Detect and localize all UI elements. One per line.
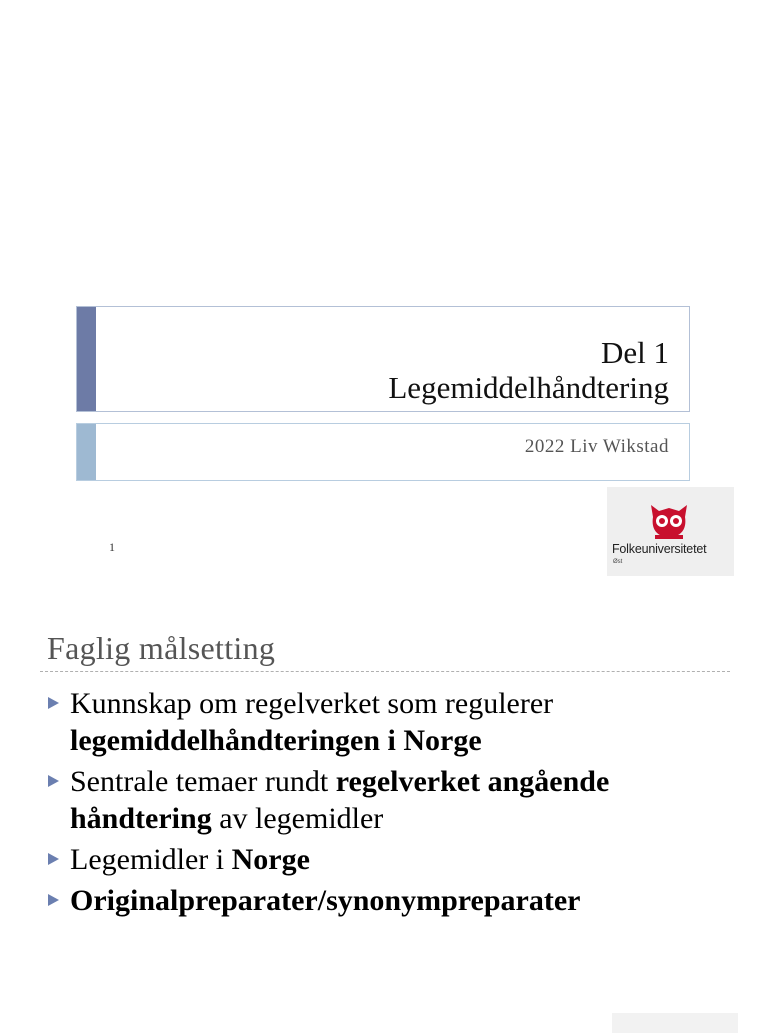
corner-placeholder xyxy=(612,1013,738,1033)
triangle-bullet-icon xyxy=(48,894,59,906)
bullet-bold-text: legemiddelhåndteringen i Norge xyxy=(70,724,482,757)
folkeuniversitetet-logo xyxy=(607,487,734,576)
bullet-item xyxy=(48,685,738,759)
bullet-text: Sentrale temaer rundt xyxy=(70,765,336,798)
title-line-2: Legemiddelhåndtering xyxy=(388,370,669,405)
subtitle-box xyxy=(76,423,690,481)
triangle-bullet-icon xyxy=(48,853,59,865)
title-line-1: Del 1 xyxy=(600,335,669,370)
bullet-item xyxy=(48,841,738,878)
owl-icon xyxy=(647,501,691,541)
slide-heading: Faglig målsetting xyxy=(47,630,276,666)
slide-number: 1 xyxy=(109,540,115,554)
subtitle-accent-bar xyxy=(77,424,96,480)
title-accent-bar xyxy=(77,307,96,411)
bullet-bold-text: Originalpreparater/synonympreparater xyxy=(70,884,581,917)
bullet-bold-text: regelverket angående håndtering xyxy=(70,765,610,835)
slide-title xyxy=(388,335,669,405)
bullet-list xyxy=(48,685,738,923)
logo-subtitle: Øst xyxy=(613,559,623,565)
triangle-bullet-icon xyxy=(48,775,59,787)
logo-name: Folkeuniversitetet xyxy=(612,542,707,556)
bullet-text: Kunnskap om regelverket som regulerer xyxy=(70,687,554,720)
triangle-bullet-icon xyxy=(48,697,59,709)
bullet-bold-text: Norge xyxy=(231,843,310,876)
bullet-item xyxy=(48,763,738,837)
slide-subtitle: 2022 Liv Wikstad xyxy=(524,436,669,457)
bullet-text: Legemidler i xyxy=(70,843,232,876)
heading-divider xyxy=(40,671,730,672)
bullet-item xyxy=(48,882,738,919)
bullet-text: av legemidler xyxy=(211,802,384,835)
objectives-slide xyxy=(0,600,768,1024)
title-box xyxy=(76,306,690,412)
